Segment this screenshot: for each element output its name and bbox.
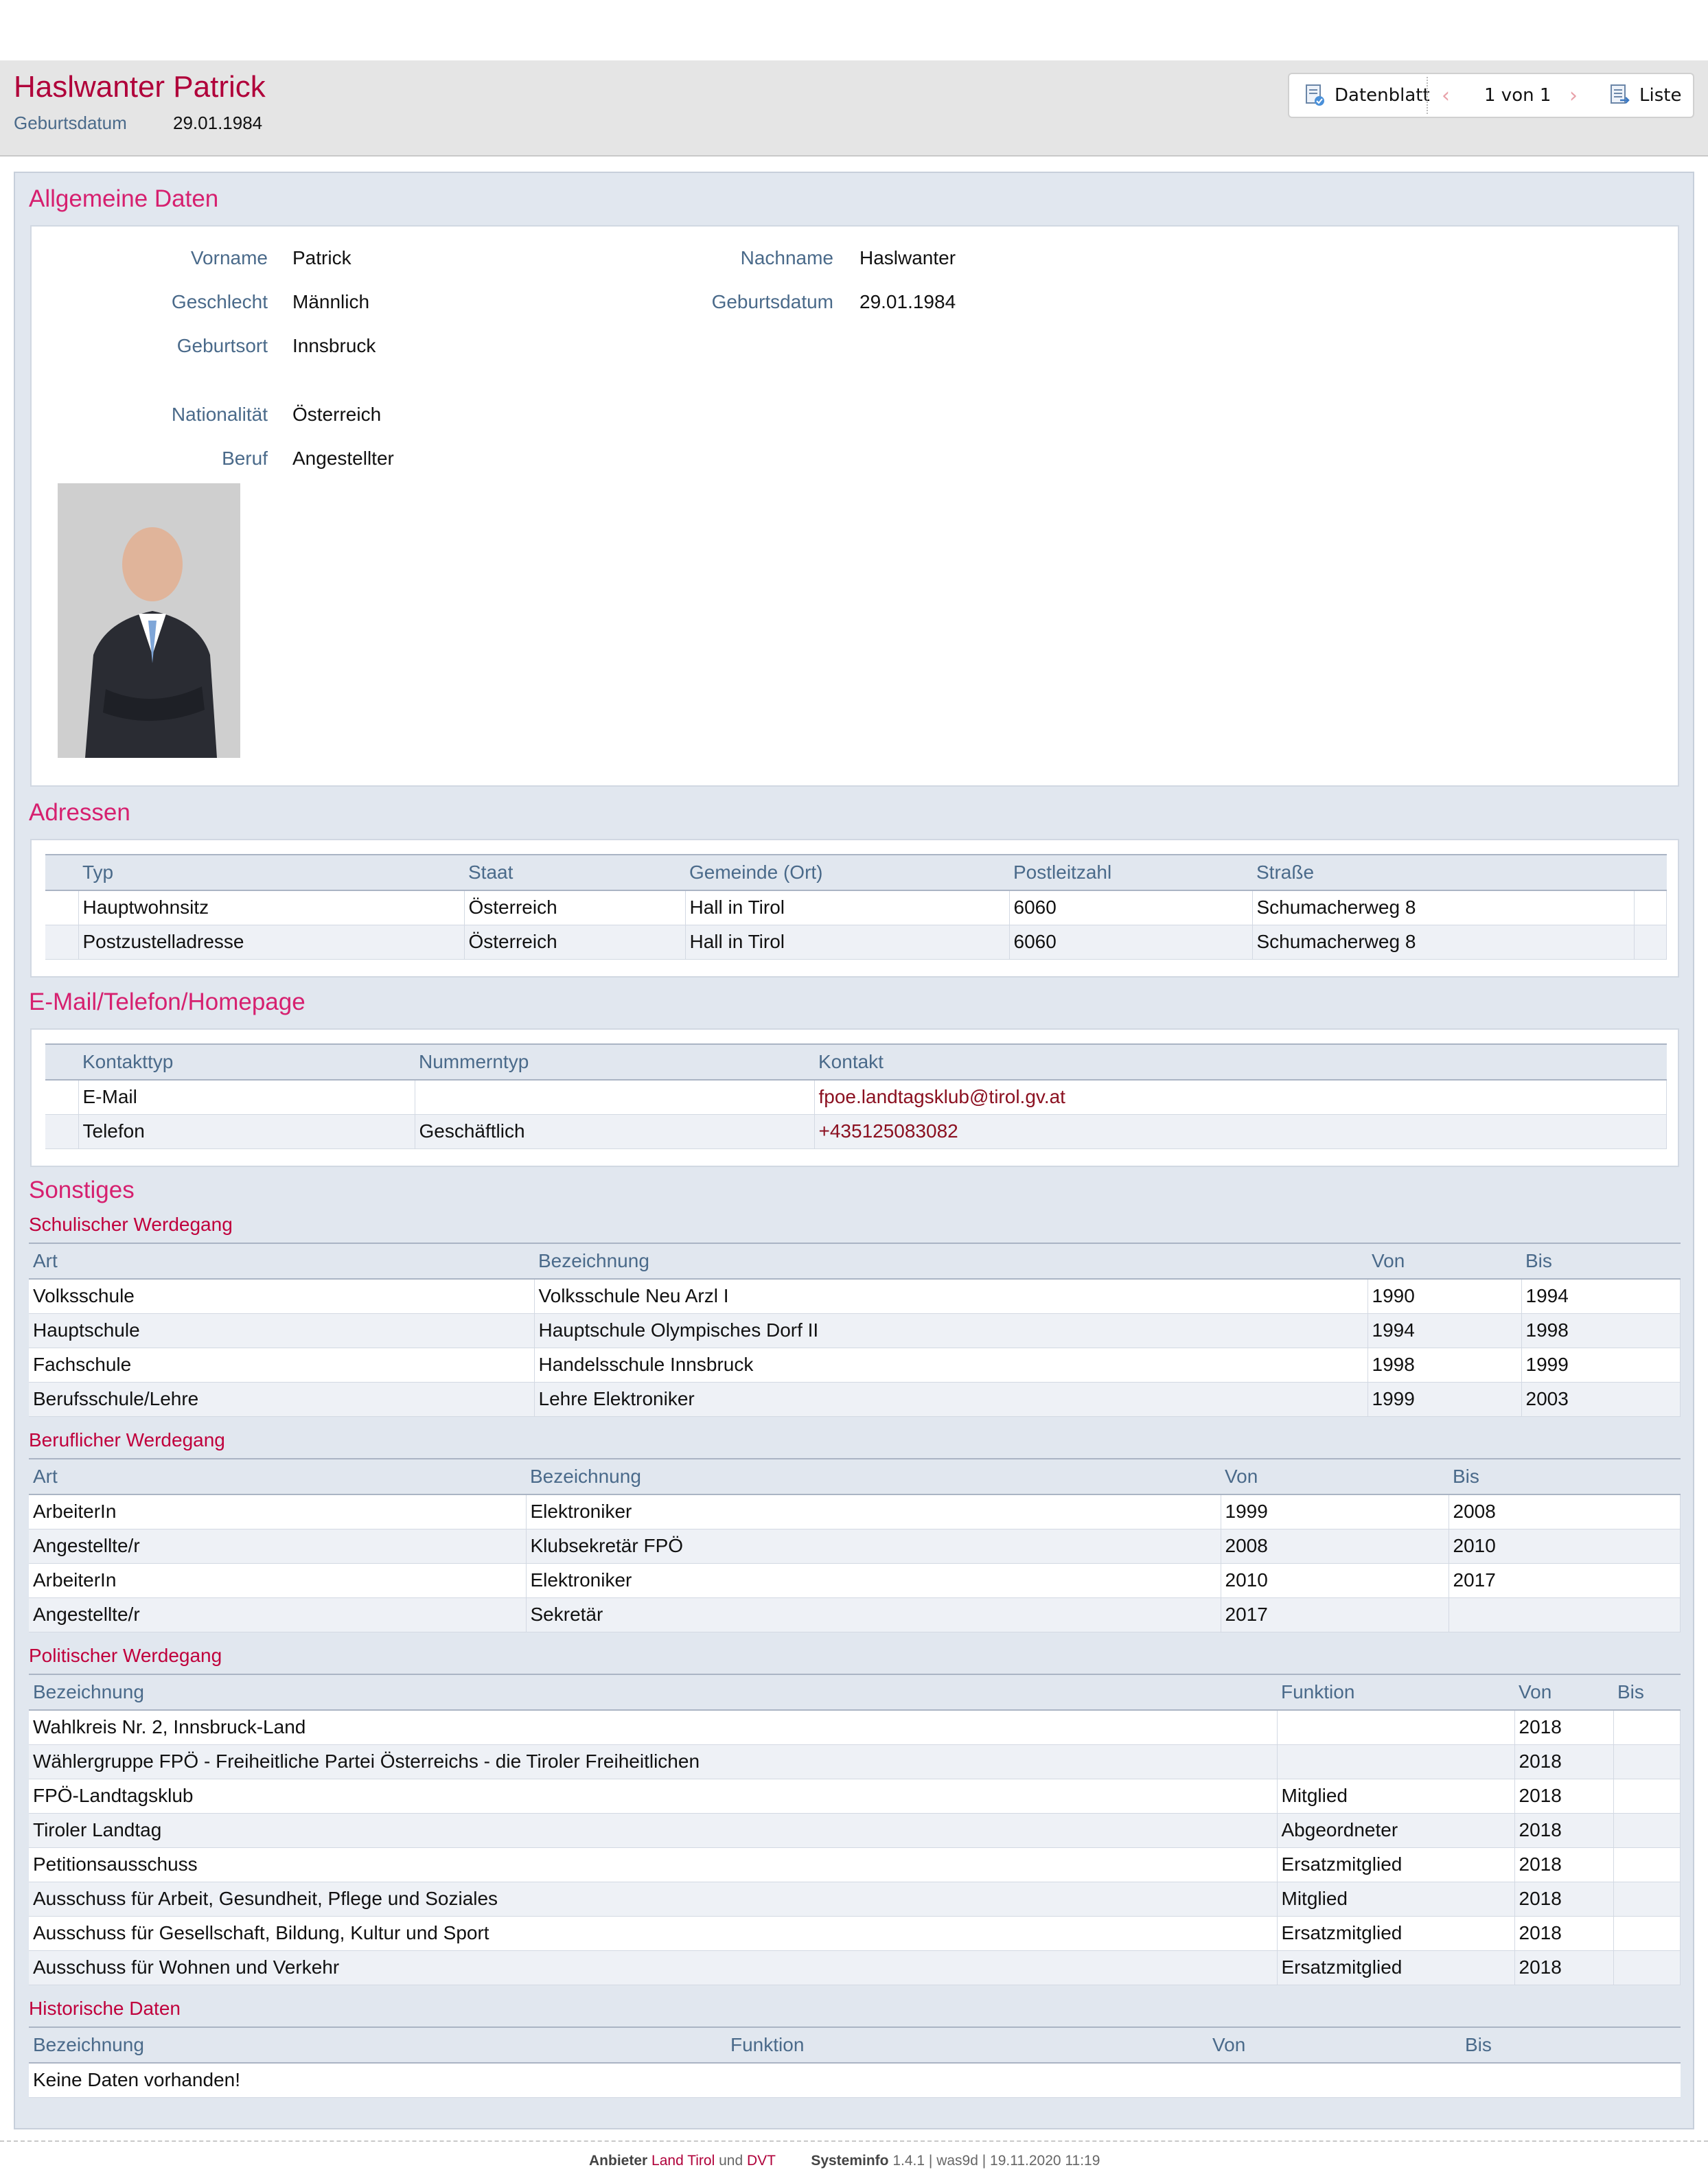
vorname-value: Patrick (292, 247, 351, 268)
table-cell: 2018 (1514, 1847, 1613, 1882)
school-subsection-title: Schulischer Werdegang (29, 1214, 233, 1235)
datasheet-icon (1304, 84, 1326, 107)
table-row[interactable] (29, 1529, 1681, 1563)
table-cell (1277, 1744, 1514, 1779)
table-cell: ArbeiterIn (29, 1494, 526, 1529)
row-spacer (45, 1114, 78, 1148)
row-spacer (45, 925, 78, 959)
vorname-label: Vorname (190, 247, 268, 268)
table-row[interactable] (29, 1279, 1681, 1313)
column-header: Von (1367, 1243, 1521, 1279)
chevron-left-icon: ‹ (1442, 83, 1450, 108)
table-cell: Wahlkreis Nr. 2, Innsbruck-Land (29, 1710, 1277, 1744)
column-header: Bis (1521, 1243, 1681, 1279)
table-header-spacer (45, 1044, 78, 1080)
portrait-photo (58, 483, 240, 758)
school-header-row (29, 1243, 1681, 1279)
table-cell: 2010 (1449, 1529, 1681, 1563)
footer-provider-label: Anbieter (589, 2153, 648, 2169)
table-cell: 2018 (1514, 1950, 1613, 1985)
addresses-table (45, 854, 1667, 960)
table-cell: Angestellte/r (29, 1597, 526, 1632)
table-cell: 2003 (1521, 1382, 1681, 1416)
footer (589, 2153, 1100, 2169)
table-cell (1613, 1916, 1681, 1950)
career-table (29, 1458, 1681, 1632)
column-header: Von (1208, 2027, 1461, 2063)
column-header: Funktion (1277, 1674, 1514, 1710)
table-cell: 1998 (1367, 1348, 1521, 1382)
table-cell: 2008 (1449, 1494, 1681, 1529)
misc-section-title: Sonstiges (29, 1177, 135, 1203)
nachname-label: Nachname (740, 247, 833, 268)
table-cell: Lehre Elektroniker (534, 1382, 1367, 1416)
table-cell: E-Mail (78, 1080, 415, 1114)
column-header: Bezeichnung (526, 1459, 1221, 1494)
table-row[interactable] (29, 1779, 1681, 1813)
table-cell (1449, 1597, 1681, 1632)
table-cell: Hall in Tirol (685, 925, 1009, 959)
table-cell: 1999 (1367, 1382, 1521, 1416)
nationalitaet-label: Nationalität (171, 404, 268, 425)
table-cell: Ausschuss für Gesellschaft, Bildung, Kultur und Sport (29, 1916, 1277, 1950)
column-header: Art (29, 1243, 534, 1279)
history-header-row (29, 2027, 1681, 2063)
table-cell: 2018 (1514, 1916, 1613, 1950)
table-cell: Schumacherweg 8 (1252, 890, 1634, 925)
table-row[interactable] (29, 1563, 1681, 1597)
nachname-value: Haslwanter (859, 247, 956, 268)
table-cell: Hauptschule Olympisches Dorf II (534, 1313, 1367, 1348)
table-row[interactable] (29, 1710, 1681, 1744)
column-header: Straße (1252, 855, 1634, 890)
table-cell: Hauptschule (29, 1313, 534, 1348)
table-cell: 2018 (1514, 1779, 1613, 1813)
table-header-spacer (1634, 855, 1667, 890)
table-row[interactable] (29, 1847, 1681, 1882)
table-row[interactable] (29, 1382, 1681, 1416)
column-header: Von (1514, 1674, 1613, 1710)
table-cell: Ausschuss für Wohnen und Verkehr (29, 1950, 1277, 1985)
table-cell: 6060 (1009, 890, 1252, 925)
table-cell: 2018 (1514, 1710, 1613, 1744)
table-cell: 2008 (1221, 1529, 1449, 1563)
addresses-panel (30, 839, 1679, 978)
school-table (29, 1243, 1681, 1417)
list-icon (1609, 84, 1631, 107)
column-header: Bis (1613, 1674, 1681, 1710)
table-row[interactable] (29, 1494, 1681, 1529)
column-header: Bezeichnung (29, 1674, 1277, 1710)
table-cell: FPÖ-Landtagsklub (29, 1779, 1277, 1813)
chevron-right-icon: › (1569, 83, 1578, 108)
table-row[interactable] (29, 1348, 1681, 1382)
column-header: Nummerntyp (415, 1044, 814, 1080)
table-cell: Wählergruppe FPÖ - Freiheitliche Partei Österreichs - die Tiroler Freiheitlichen (29, 1744, 1277, 1779)
birthdate-label: Geburtsdatum (14, 113, 127, 133)
column-header: Postleitzahl (1009, 855, 1252, 890)
column-header: Bezeichnung (534, 1243, 1367, 1279)
contact-section-title: E-Mail/Telefon/Homepage (29, 989, 305, 1015)
table-cell: Hauptwohnsitz (78, 890, 464, 925)
table-cell: Ersatzmitglied (1277, 1847, 1514, 1882)
contact-panel (30, 1028, 1679, 1167)
politics-header-row (29, 1674, 1681, 1710)
portrait-photo-image (58, 483, 240, 758)
table-row[interactable] (29, 1916, 1681, 1950)
table-header-spacer (45, 855, 78, 890)
table-cell: Ausschuss für Arbeit, Gesundheit, Pflege und Soziales (29, 1882, 1277, 1916)
table-row[interactable] (29, 1744, 1681, 1779)
table-cell: 1999 (1221, 1494, 1449, 1529)
table-cell: 1999 (1521, 1348, 1681, 1382)
column-header: Funktion (726, 2027, 1208, 2063)
dvt-link[interactable]: DVT (747, 2153, 776, 2169)
table-cell (1613, 1882, 1681, 1916)
contact-header-row (45, 1044, 1667, 1080)
table-cell: Mitglied (1277, 1882, 1514, 1916)
table-row[interactable] (45, 890, 1667, 925)
liste-label: Liste (1639, 85, 1682, 106)
footer-divider (0, 2140, 1708, 2142)
addresses-header-row (45, 855, 1667, 890)
table-cell: 2017 (1221, 1597, 1449, 1632)
table-cell: 2018 (1514, 1882, 1613, 1916)
table-cell (1613, 1744, 1681, 1779)
table-cell: Tiroler Landtag (29, 1813, 1277, 1847)
table-row[interactable] (45, 1080, 1667, 1114)
table-cell: 2018 (1514, 1744, 1613, 1779)
liste-button[interactable] (1609, 74, 1681, 117)
column-header: Bezeichnung (29, 2027, 726, 2063)
table-cell: Abgeordneter (1277, 1813, 1514, 1847)
table-row[interactable] (29, 1313, 1681, 1348)
column-header: Kontakttyp (78, 1044, 415, 1080)
table-cell: 2017 (1449, 1563, 1681, 1597)
table-cell: Volksschule Neu Arzl I (534, 1279, 1367, 1313)
career-subsection-title: Beruflicher Werdegang (29, 1429, 225, 1451)
contact-table (45, 1043, 1667, 1149)
table-cell: Hall in Tirol (685, 890, 1009, 925)
table-cell: 1990 (1367, 1279, 1521, 1313)
table-cell: 2010 (1221, 1563, 1449, 1597)
geschlecht-label: Geschlecht (171, 291, 268, 312)
column-header: Bis (1449, 1459, 1681, 1494)
datenblatt-label: Datenblatt (1335, 85, 1430, 106)
table-cell (1613, 1847, 1681, 1882)
general-panel (30, 225, 1679, 787)
birthdate-value: 29.01.1984 (173, 113, 263, 133)
table-cell: 1994 (1521, 1279, 1681, 1313)
column-header: Bis (1461, 2027, 1681, 2063)
footer-systeminfo-value: 1.4.1 | was9d | 19.11.2020 11:19 (892, 2153, 1100, 2169)
table-cell: Geschäftlich (415, 1114, 814, 1148)
table-cell: Ersatzmitglied (1277, 1916, 1514, 1950)
column-header: Staat (464, 855, 685, 890)
table-cell: Berufsschule/Lehre (29, 1382, 534, 1416)
beruf-value: Angestellter (292, 448, 394, 469)
detail-container (14, 172, 1694, 2129)
geburtsort-label: Geburtsort (176, 335, 268, 356)
column-header: Kontakt (814, 1044, 1667, 1080)
history-table (29, 2026, 1681, 2098)
table-row[interactable] (29, 1813, 1681, 1847)
table-row[interactable] (29, 1597, 1681, 1632)
beruf-label: Beruf (222, 448, 268, 469)
row-spacer (1634, 925, 1667, 959)
table-cell: Angestellte/r (29, 1529, 526, 1563)
table-cell: ArbeiterIn (29, 1563, 526, 1597)
pager-text: 1 von 1 (1484, 85, 1551, 106)
table-cell: Handelsschule Innsbruck (534, 1348, 1367, 1382)
toolbar-divider (1427, 77, 1428, 114)
page-title: Haslwanter Patrick (14, 70, 266, 104)
career-header-row (29, 1459, 1681, 1494)
footer-and: und (719, 2153, 743, 2169)
table-cell (1613, 1950, 1681, 1985)
table-cell: Österreich (464, 925, 685, 959)
row-spacer (45, 1080, 78, 1114)
table-cell: Postzustelladresse (78, 925, 464, 959)
table-cell: Klubsekretär FPÖ (526, 1529, 1221, 1563)
table-cell (1613, 1779, 1681, 1813)
geschlecht-value: Männlich (292, 291, 370, 312)
history-subsection-title: Historische Daten (29, 1998, 181, 2019)
email-link[interactable]: fpoe.landtagsklub@tirol.gv.at (814, 1080, 1667, 1114)
footer-systeminfo-label: Systeminfo (811, 2153, 889, 2169)
next-record-button[interactable] (1569, 74, 1578, 117)
politics-subsection-title: Politischer Werdegang (29, 1645, 222, 1666)
table-cell (1613, 1710, 1681, 1744)
phone-link[interactable]: +435125083082 (814, 1114, 1667, 1148)
table-cell: 2018 (1514, 1813, 1613, 1847)
empty-message: Keine Daten vorhanden! (29, 2063, 1681, 2097)
table-row[interactable] (45, 1114, 1667, 1148)
table-cell (415, 1080, 814, 1114)
table-row[interactable] (45, 925, 1667, 959)
column-header: Von (1221, 1459, 1449, 1494)
column-header: Art (29, 1459, 526, 1494)
table-cell: 1994 (1367, 1313, 1521, 1348)
table-row[interactable] (29, 1950, 1681, 1985)
table-cell: Schumacherweg 8 (1252, 925, 1634, 959)
table-cell: Telefon (78, 1114, 415, 1148)
table-cell: Mitglied (1277, 1779, 1514, 1813)
land-tirol-link[interactable]: Land Tirol (651, 2153, 715, 2169)
record-toolbar (1288, 73, 1694, 118)
table-cell: Petitionsausschuss (29, 1847, 1277, 1882)
datenblatt-button[interactable] (1304, 74, 1430, 117)
table-cell: 1998 (1521, 1313, 1681, 1348)
table-cell (1277, 1710, 1514, 1744)
row-spacer (1634, 890, 1667, 925)
table-row (29, 2063, 1681, 2097)
politics-table (29, 1674, 1681, 1985)
table-cell: Elektroniker (526, 1494, 1221, 1529)
table-cell: Österreich (464, 890, 685, 925)
page-header (0, 60, 1708, 157)
nationalitaet-value: Österreich (292, 404, 382, 425)
table-row[interactable] (29, 1882, 1681, 1916)
table-cell: Volksschule (29, 1279, 534, 1313)
table-cell: Elektroniker (526, 1563, 1221, 1597)
geburtsort-value: Innsbruck (292, 335, 376, 356)
table-cell: Fachschule (29, 1348, 534, 1382)
geburtsdatum-value: 29.01.1984 (859, 291, 956, 312)
table-cell: 6060 (1009, 925, 1252, 959)
table-cell: Sekretär (526, 1597, 1221, 1632)
addresses-section-title: Adressen (29, 799, 130, 826)
row-spacer (45, 890, 78, 925)
column-header: Gemeinde (Ort) (685, 855, 1009, 890)
column-header: Typ (78, 855, 464, 890)
table-cell: Ersatzmitglied (1277, 1950, 1514, 1985)
general-section-title: Allgemeine Daten (29, 185, 219, 212)
previous-record-button[interactable] (1442, 74, 1450, 117)
geburtsdatum-label: Geburtsdatum (711, 291, 833, 312)
table-cell (1613, 1813, 1681, 1847)
record-pager (1484, 74, 1551, 117)
